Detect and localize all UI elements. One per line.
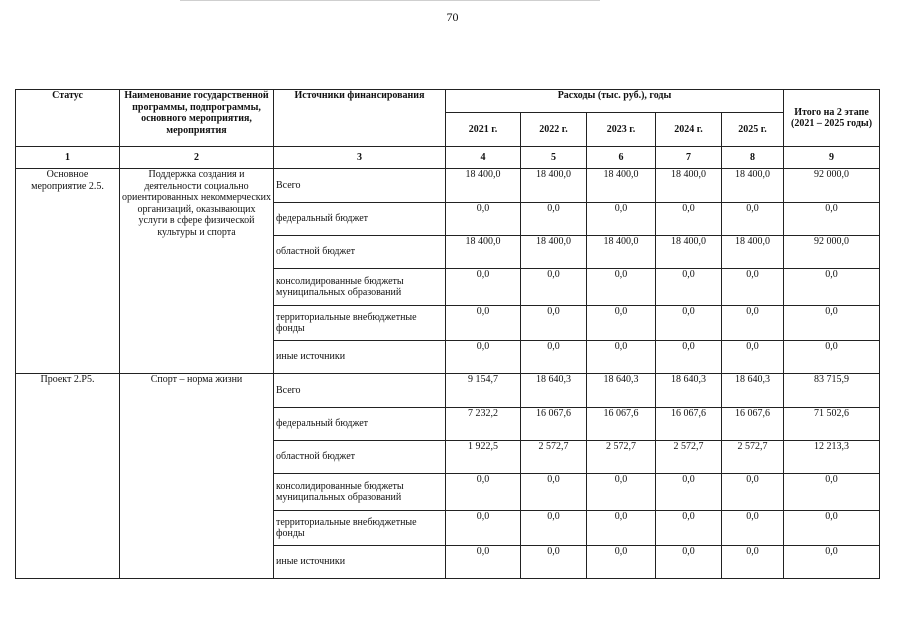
total-cell: 71 502,6 <box>784 408 880 441</box>
total-cell: 0,0 <box>784 306 880 341</box>
amount-cell: 0,0 <box>587 511 656 546</box>
total-cell: 0,0 <box>784 341 880 374</box>
amount-cell: 0,0 <box>521 203 587 236</box>
amount-cell: 9 154,7 <box>446 374 521 408</box>
total-cell: 83 715,9 <box>784 374 880 408</box>
amount-cell: 2 572,7 <box>521 441 587 474</box>
header-expenses: Расходы (тыс. руб.), годы <box>446 90 784 113</box>
amount-cell: 0,0 <box>656 511 722 546</box>
amount-cell: 0,0 <box>656 306 722 341</box>
scan-edge-line <box>180 0 600 1</box>
header-year-2023: 2023 г. <box>587 113 656 147</box>
amount-cell: 7 232,2 <box>446 408 521 441</box>
total-cell: 92 000,0 <box>784 236 880 269</box>
funding-source-cell: консолидированные бюджеты муниципальных образований <box>274 269 446 306</box>
amount-cell: 2 572,7 <box>722 441 784 474</box>
amount-cell: 0,0 <box>722 511 784 546</box>
amount-cell: 0,0 <box>722 306 784 341</box>
amount-cell: 0,0 <box>521 474 587 511</box>
funding-source-cell: иные источники <box>274 546 446 579</box>
total-cell: 0,0 <box>784 511 880 546</box>
amount-cell: 0,0 <box>521 269 587 306</box>
program-name-cell: Спорт – норма жизни <box>120 374 274 579</box>
amount-cell: 0,0 <box>521 306 587 341</box>
amount-cell: 0,0 <box>446 203 521 236</box>
status-cell: Проект 2.Р5. <box>16 374 120 579</box>
amount-cell: 0,0 <box>446 511 521 546</box>
header-total: Итого на 2 этапе (2021 – 2025 годы) <box>784 90 880 147</box>
amount-cell: 2 572,7 <box>656 441 722 474</box>
amount-cell: 18 400,0 <box>656 236 722 269</box>
amount-cell: 18 400,0 <box>722 236 784 269</box>
amount-cell: 0,0 <box>446 474 521 511</box>
amount-cell: 0,0 <box>521 546 587 579</box>
amount-cell: 16 067,6 <box>521 408 587 441</box>
column-numbers-row <box>16 147 880 169</box>
budget-table <box>15 89 880 579</box>
amount-cell: 0,0 <box>722 474 784 511</box>
column-number: 6 <box>587 147 656 169</box>
header-name: Наименование государственной программы, подпрограммы, основного мероприятия, мероприятия <box>120 90 274 147</box>
amount-cell: 18 400,0 <box>722 169 784 203</box>
column-number: 4 <box>446 147 521 169</box>
amount-cell: 18 400,0 <box>446 236 521 269</box>
total-cell: 0,0 <box>784 203 880 236</box>
page-number: 70 <box>446 10 459 24</box>
total-cell: 92 000,0 <box>784 169 880 203</box>
amount-cell: 18 400,0 <box>446 169 521 203</box>
amount-cell: 16 067,6 <box>722 408 784 441</box>
funding-source-cell: консолидированные бюджеты муниципальных образований <box>274 474 446 511</box>
amount-cell: 2 572,7 <box>587 441 656 474</box>
amount-cell: 0,0 <box>521 341 587 374</box>
amount-cell: 18 640,3 <box>587 374 656 408</box>
amount-cell: 0,0 <box>656 203 722 236</box>
amount-cell: 0,0 <box>722 341 784 374</box>
program-name-cell: Поддержка создания и деятельности социально ориентированных некоммерческих организаций, оказывающих услуги в сфере физической культуры и спорта <box>120 169 274 374</box>
column-number: 9 <box>784 147 880 169</box>
funding-source-cell: федеральный бюджет <box>274 408 446 441</box>
amount-cell: 0,0 <box>656 474 722 511</box>
amount-cell: 18 400,0 <box>587 236 656 269</box>
column-number: 5 <box>521 147 587 169</box>
column-number: 3 <box>274 147 446 169</box>
amount-cell: 0,0 <box>656 269 722 306</box>
amount-cell: 1 922,5 <box>446 441 521 474</box>
funding-source-cell: областной бюджет <box>274 441 446 474</box>
amount-cell: 0,0 <box>446 306 521 341</box>
amount-cell: 0,0 <box>722 546 784 579</box>
funding-source-cell: территориальные внебюджетные фонды <box>274 511 446 546</box>
amount-cell: 0,0 <box>587 269 656 306</box>
amount-cell: 18 640,3 <box>656 374 722 408</box>
status-cell: Основное мероприятие 2.5. <box>16 169 120 374</box>
amount-cell: 0,0 <box>587 474 656 511</box>
header-year-2021: 2021 г. <box>446 113 521 147</box>
funding-source-cell: областной бюджет <box>274 236 446 269</box>
total-cell: 0,0 <box>784 546 880 579</box>
amount-cell: 16 067,6 <box>587 408 656 441</box>
header-status: Статус <box>16 90 120 147</box>
column-number: 8 <box>722 147 784 169</box>
table-row <box>16 169 880 203</box>
amount-cell: 16 067,6 <box>656 408 722 441</box>
amount-cell: 18 400,0 <box>521 169 587 203</box>
amount-cell: 18 400,0 <box>521 236 587 269</box>
header-year-2025: 2025 г. <box>722 113 784 147</box>
funding-source-cell: федеральный бюджет <box>274 203 446 236</box>
header-source: Источники финансирования <box>274 90 446 147</box>
column-number: 2 <box>120 147 274 169</box>
amount-cell: 18 640,3 <box>722 374 784 408</box>
amount-cell: 18 400,0 <box>587 169 656 203</box>
column-number: 1 <box>16 147 120 169</box>
amount-cell: 0,0 <box>446 546 521 579</box>
amount-cell: 0,0 <box>446 341 521 374</box>
column-number: 7 <box>656 147 722 169</box>
amount-cell: 18 400,0 <box>656 169 722 203</box>
amount-cell: 0,0 <box>446 269 521 306</box>
total-cell: 0,0 <box>784 474 880 511</box>
header-year-2022: 2022 г. <box>521 113 587 147</box>
funding-source-cell: территориальные внебюджетные фонды <box>274 306 446 341</box>
funding-source-cell: Всего <box>274 374 446 408</box>
amount-cell: 0,0 <box>722 203 784 236</box>
total-cell: 0,0 <box>784 269 880 306</box>
funding-source-cell: Всего <box>274 169 446 203</box>
amount-cell: 0,0 <box>587 306 656 341</box>
amount-cell: 0,0 <box>656 341 722 374</box>
total-cell: 12 213,3 <box>784 441 880 474</box>
header-year-2024: 2024 г. <box>656 113 722 147</box>
amount-cell: 0,0 <box>587 546 656 579</box>
amount-cell: 0,0 <box>587 203 656 236</box>
amount-cell: 0,0 <box>521 511 587 546</box>
amount-cell: 0,0 <box>656 546 722 579</box>
amount-cell: 0,0 <box>587 341 656 374</box>
amount-cell: 18 640,3 <box>521 374 587 408</box>
amount-cell: 0,0 <box>722 269 784 306</box>
table-row <box>16 374 880 408</box>
funding-source-cell: иные источники <box>274 341 446 374</box>
